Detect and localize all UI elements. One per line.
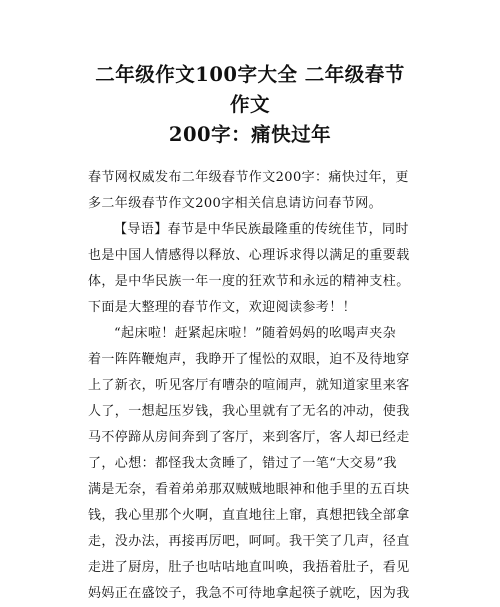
text-line: 了，心想：都怪我太贪睡了，错过了一笔“大交易”我 — [88, 456, 397, 471]
text-line: 体，是中华民族一年一度的狂欢节和永远的精神支柱。 — [88, 274, 410, 289]
guide-paragraph — [88, 217, 412, 321]
article-title — [88, 0, 412, 150]
text-line: 马不停蹄从房间奔到了客厅，来到客厅，客人却已经走 — [88, 430, 410, 445]
story-paragraph — [88, 321, 412, 607]
text-line: 也是中国人情感得以释放、心理诉求得以满足的重要载 — [88, 248, 410, 263]
intro-paragraph — [88, 165, 412, 217]
text-line: 妈妈正在盛饺子，我急不可待地拿起筷子就吃，因为我 — [88, 586, 410, 601]
text-line: 【导语】春节是中华民族最隆重的传统佳节，同时 — [114, 222, 409, 237]
article-body — [88, 165, 412, 607]
text-line: 走进了厨房，肚子也咕咕地直叫唤，我捂着肚子，看见 — [88, 560, 410, 575]
text-line: 春节网权威发布二年级春节作文200字：痛快过年，更 — [88, 170, 409, 185]
text-line: 满是无奈，看着弟弟那双贼贼地眼神和他手里的五百块 — [88, 482, 410, 497]
text-line: 上了新衣，听见客厅有嘈杂的喧闹声，就知道家里来客 — [88, 378, 410, 393]
text-line: 人了，一想起压岁钱，我心里就有了无名的冲动，使我 — [88, 404, 410, 419]
text-line: 多二年级春节作文200字相关信息请访问春节网。 — [88, 196, 383, 211]
title-line-2: 200字：痛快过年 — [168, 123, 332, 146]
text-line: 下面是大整理的春节作文，欢迎阅读参考！！ — [88, 300, 357, 315]
title-line-1: 二年级作文100字大全 二年级春节作文 — [95, 63, 405, 116]
text-line: 钱，我心里那个火啊，直直地往上窜，真想把钱全部拿 — [88, 508, 410, 523]
text-line: 着一阵阵鞭炮声，我睁开了惺忪的双眼，迫不及待地穿 — [88, 352, 410, 367]
text-line: 走，没办法，再接再厉吧，呵呵。我干笑了几声，径直 — [88, 534, 410, 549]
text-line: “起床啦！赶紧起床啦！”随着妈妈的吆喝声夹杂 — [114, 326, 397, 341]
